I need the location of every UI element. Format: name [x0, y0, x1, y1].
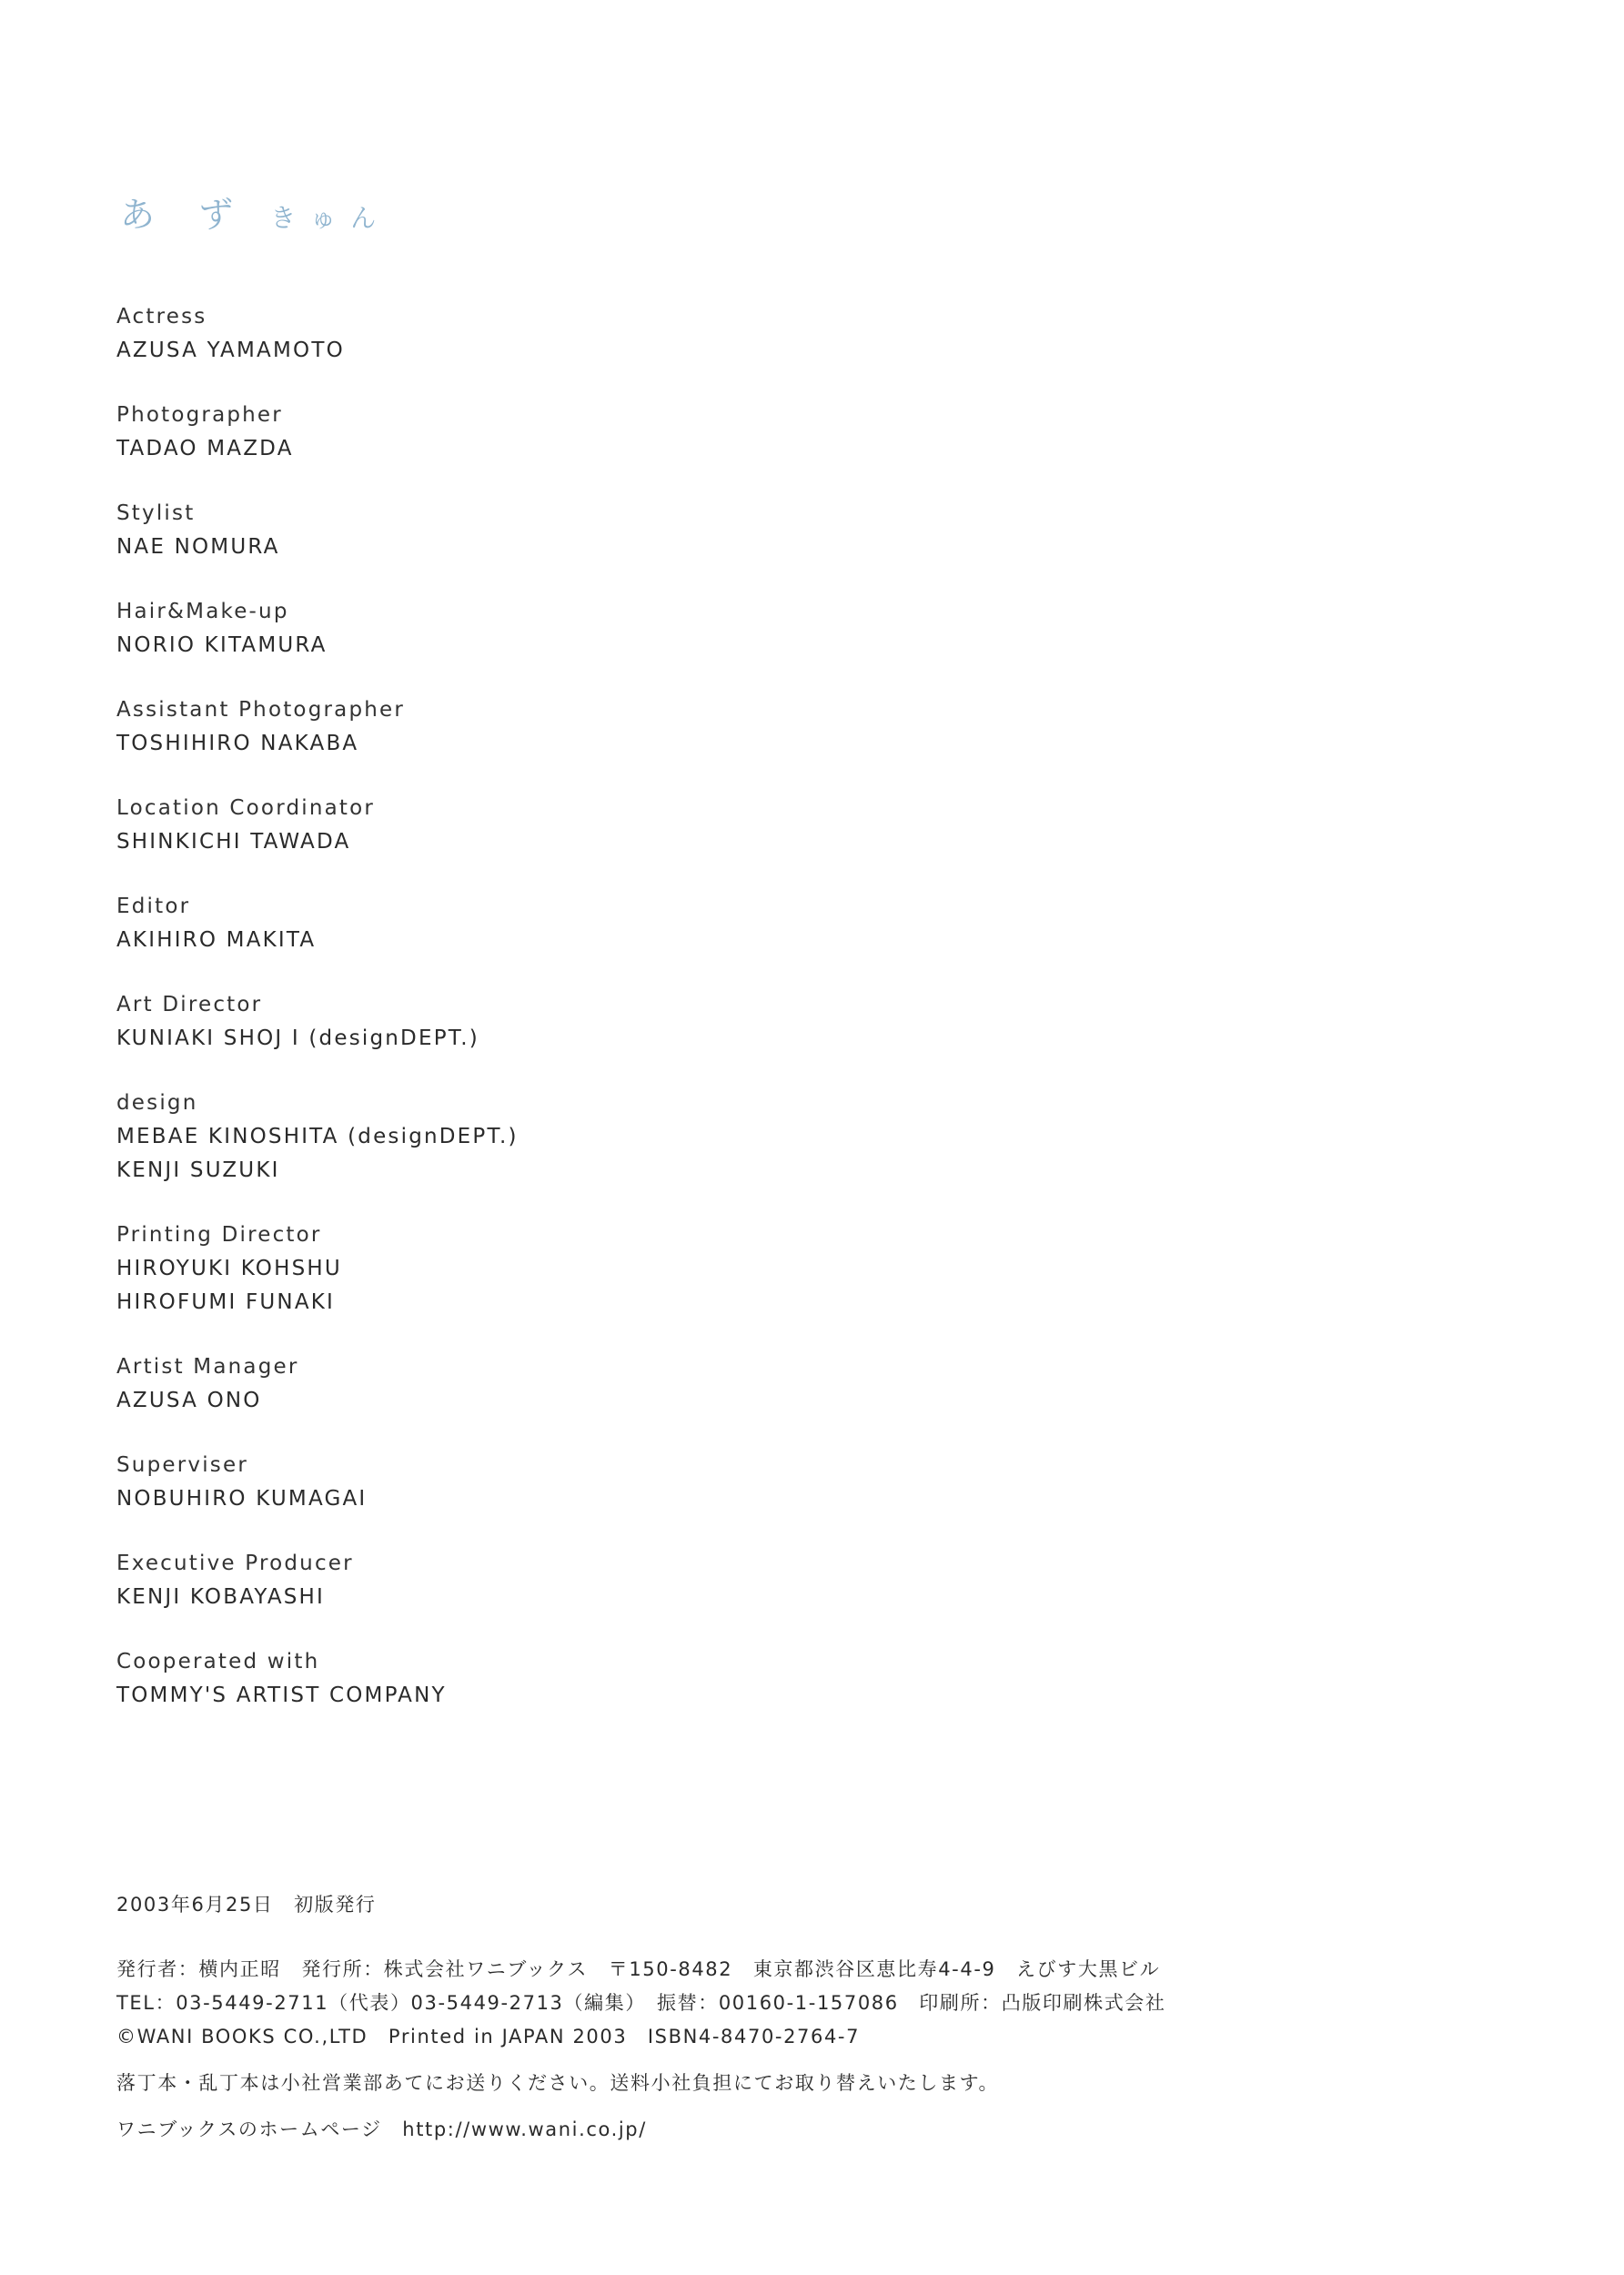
credit-design — [116, 1087, 935, 1188]
credit-actress — [116, 300, 935, 368]
credit-name: AZUSA ONO — [116, 1389, 262, 1412]
publisher-address: 発行者：横内正昭 発行所：株式会社ワニブックス 〒150-8482 東京都渋谷区恵比寿4-4-9 えびす大黒ビル — [116, 1958, 1161, 1980]
credit-photographer — [116, 399, 935, 466]
credit-name: TADAO MAZDA — [116, 437, 294, 460]
credit-stylist — [116, 497, 935, 564]
credit-role: Cooperated with — [116, 1650, 320, 1673]
credit-role: Stylist — [116, 501, 196, 525]
credit-executive-producer — [116, 1547, 935, 1614]
credit-role: Printing Director — [116, 1223, 322, 1247]
credit-role: Assistant Photographer — [116, 698, 406, 722]
spacer — [116, 2054, 1481, 2067]
credit-editor — [116, 890, 935, 957]
credit-name: KENJI SUZUKI — [116, 1158, 280, 1182]
credit-cooperated-with — [116, 1645, 935, 1713]
credit-role: Art Director — [116, 993, 263, 1016]
book-title-main: あ ず — [120, 195, 250, 235]
credit-name: NAE NOMURA — [116, 535, 280, 559]
credit-role: Actress — [116, 305, 207, 329]
credit-name: TOMMY'S ARTIST COMPANY — [116, 1684, 447, 1707]
credit-role: Superviser — [116, 1453, 248, 1477]
credit-name: KUNIAKI SHOJ I (designDEPT.) — [116, 1026, 479, 1050]
contact-and-printer: TEL：03-5449-2711（代表）03-5449-2713（編集） 振替：00160-1-157086 印刷所：凸版印刷株式会社 — [116, 1992, 1166, 2014]
staff-credits — [116, 300, 935, 1744]
spacer — [116, 2100, 1481, 2113]
credit-name: AZUSA YAMAMOTO — [116, 339, 345, 362]
credit-artist-manager — [116, 1350, 935, 1418]
credit-location-coordinator — [116, 792, 935, 859]
credit-role: Hair&Make-up — [116, 600, 289, 623]
credit-role: Photographer — [116, 403, 283, 427]
credit-role: Artist Manager — [116, 1355, 299, 1379]
credit-superviser — [116, 1449, 935, 1516]
credit-name: HIROFUMI FUNAKI — [116, 1290, 336, 1314]
credit-name: SHINKICHI TAWADA — [116, 830, 351, 854]
replacement-notice: 落丁本・乱丁本は小社営業部あてにお送りください。送料小社負担にてお取り替えいたします。 — [116, 2072, 1000, 2094]
credit-hair-makeup — [116, 595, 935, 662]
credit-role: Editor — [116, 895, 191, 918]
book-title-sub: きゅん — [270, 203, 391, 233]
credit-name: MEBAE KINOSHITA (designDEPT.) — [116, 1125, 519, 1148]
publication-info — [116, 1888, 1481, 2147]
credit-printing-director — [116, 1218, 935, 1320]
credit-name: TOSHIHIRO NAKABA — [116, 732, 359, 755]
credit-role: Executive Producer — [116, 1552, 354, 1575]
spacer — [116, 1922, 1481, 1953]
credit-name: AKIHIRO MAKITA — [116, 928, 317, 952]
credit-name: KENJI KOBAYASHI — [116, 1585, 326, 1609]
first-edition-date: 2003年6月25日 初版発行 — [116, 1894, 377, 1916]
homepage-line: ワニブックスのホームページ http://www.wani.co.jp/ — [116, 2118, 647, 2140]
credit-role: Location Coordinator — [116, 796, 376, 820]
credit-name: NOBUHIRO KUMAGAI — [116, 1487, 368, 1511]
credit-name: HIROYUKI KOHSHU — [116, 1257, 342, 1280]
credit-art-director — [116, 988, 935, 1056]
credit-assistant-photographer — [116, 693, 935, 761]
book-title — [120, 187, 390, 237]
credit-name: NORIO KITAMURA — [116, 633, 328, 657]
credit-role: design — [116, 1091, 198, 1115]
copyright-isbn: ©WANI BOOKS CO.,LTD Printed in JAPAN 2003 ISBN4-8470-2764-7 — [116, 2026, 861, 2048]
